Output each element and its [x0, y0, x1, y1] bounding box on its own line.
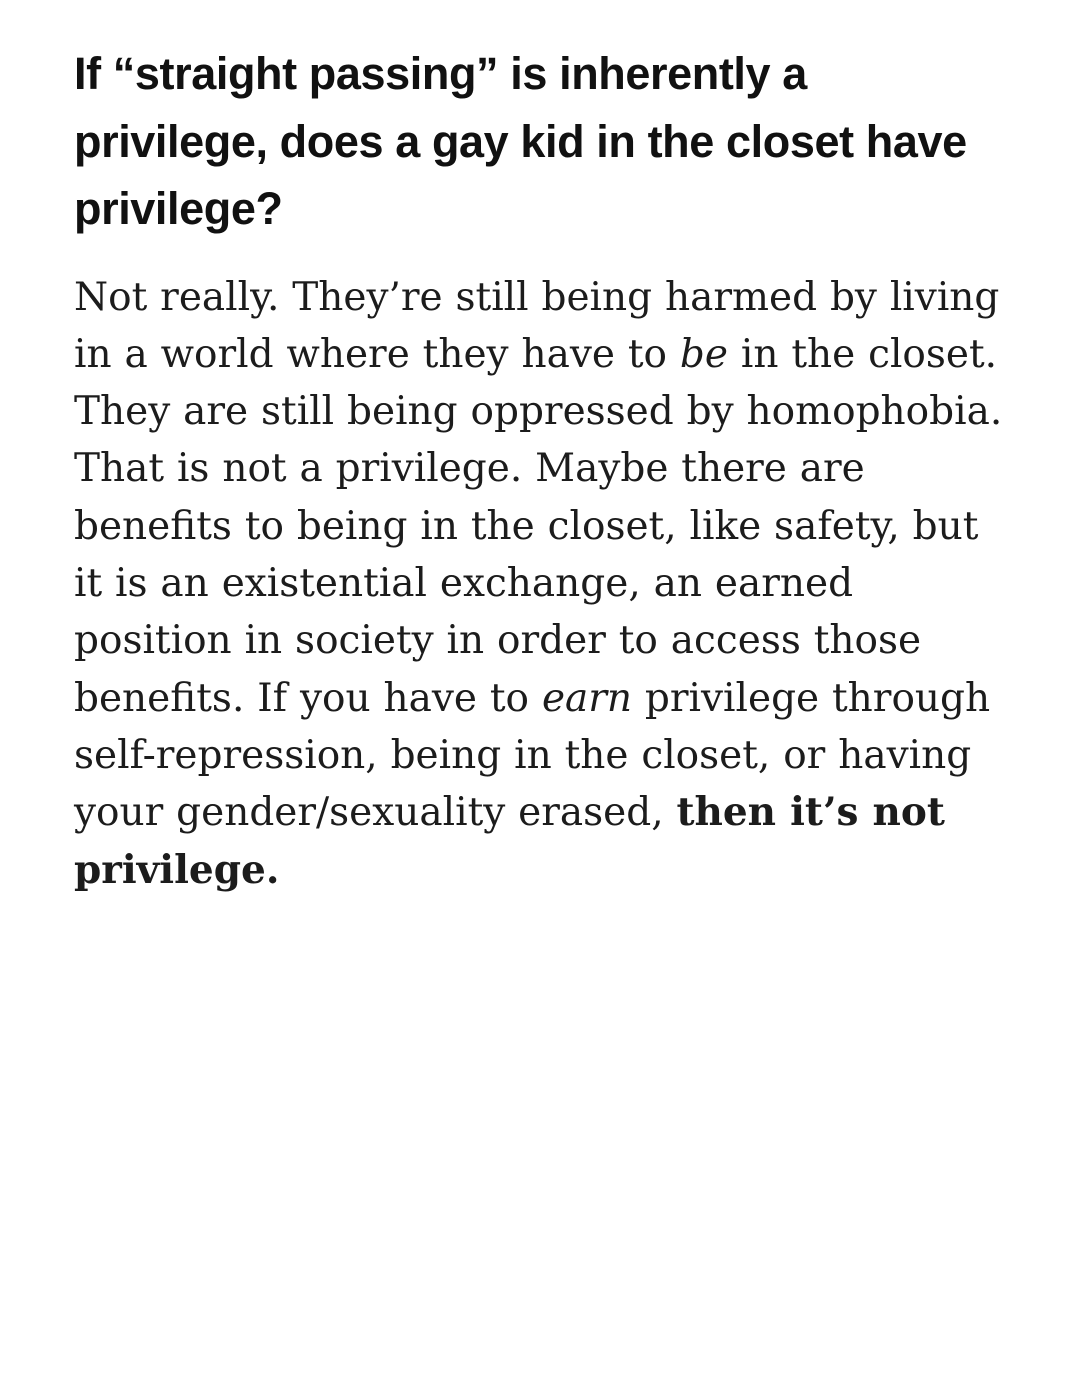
article-body-paragraph — [74, 269, 1006, 900]
paragraph-segment-5-bold: then it’s not privilege. — [74, 789, 945, 893]
paragraph-segment-0: Not really. They’re still being harmed by living in a world where they have to — [74, 274, 1000, 377]
paragraph-segment-1-italic: be — [679, 331, 728, 377]
page-title: If “straight passing” is inherently a privilege, does a gay kid in the closet have privilege? — [74, 48, 967, 234]
paragraph-segment-2: in the closet. They are still being oppressed by homophobia. That is not a privilege. Maybe there are benefits to being in the closet, like safety, but it is an existential exchange, an earned position in society in order to access those benefits. If you have to — [74, 331, 1003, 721]
paragraph-segment-3-italic: earn — [541, 675, 633, 721]
paragraph-segment-4: privilege through self-repression, being in the closet, or having your gender/sexuality erased, — [74, 675, 991, 836]
